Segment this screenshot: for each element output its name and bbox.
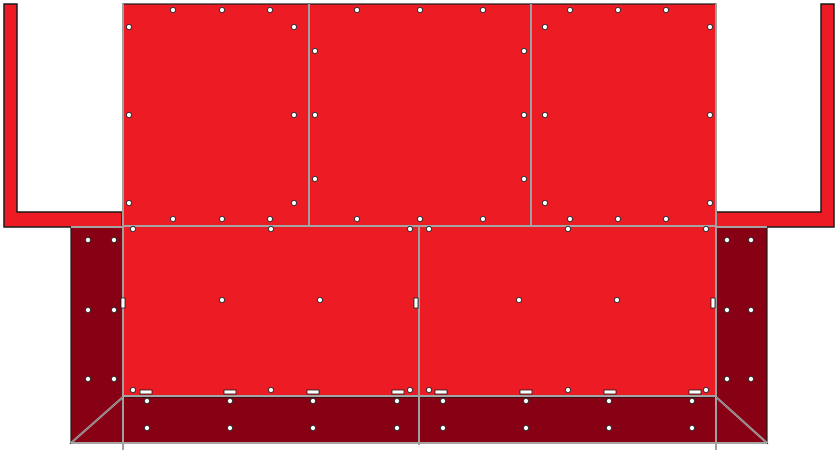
base-left-hole-6 [227, 425, 232, 430]
top-center-hole-11 [417, 216, 422, 221]
top-center-hole-10 [354, 216, 359, 221]
side-tab-3 [711, 298, 715, 308]
top-left-hole-1 [170, 7, 175, 12]
top-left-hole-12 [267, 216, 272, 221]
right-wall-hole-5 [724, 376, 729, 381]
edge-tab-4 [392, 390, 404, 394]
edge-tab-6 [520, 390, 532, 394]
top-center-hole-3 [480, 7, 485, 12]
base-left-hole-5 [144, 425, 149, 430]
left-wall-hole-6 [111, 376, 116, 381]
middle-left-hole-4 [219, 297, 224, 302]
middle-left-hole-7 [268, 387, 273, 392]
base-left-hole-2 [227, 398, 232, 403]
right-wall-hole-3 [724, 307, 729, 312]
middle-left-hole-3 [407, 226, 412, 231]
top-center-hole-6 [312, 112, 317, 117]
top-right-hole-12 [663, 216, 668, 221]
top-right-hole-10 [567, 216, 572, 221]
base-right-hole-5 [440, 425, 445, 430]
top-center-hole-7 [521, 112, 526, 117]
left-wall-hole-4 [111, 307, 116, 312]
top-left-hole-8 [126, 200, 131, 205]
left-wall-hole-3 [85, 307, 90, 312]
base-left-hole-3 [310, 398, 315, 403]
edge-tab-3 [307, 390, 319, 394]
top-panel-right [531, 4, 716, 226]
middle-panel-left [123, 226, 419, 396]
base-left-hole-4 [394, 398, 399, 403]
top-center-hole-2 [417, 7, 422, 12]
base-left-hole-1 [144, 398, 149, 403]
top-right-hole-11 [615, 216, 620, 221]
middle-right-hole-6 [426, 387, 431, 392]
middle-panel-right [419, 226, 716, 396]
top-center-hole-4 [312, 48, 317, 53]
top-right-hole-7 [707, 112, 712, 117]
base-right-hole-2 [523, 398, 528, 403]
base-right-hole-7 [606, 425, 611, 430]
top-left-hole-6 [126, 112, 131, 117]
top-right-hole-9 [707, 200, 712, 205]
edge-tab-7 [604, 390, 616, 394]
left-wall-hole-2 [111, 237, 116, 242]
top-right-hole-6 [542, 112, 547, 117]
top-panel-left [123, 4, 309, 226]
middle-right-hole-5 [614, 297, 619, 302]
middle-left-hole-5 [317, 297, 322, 302]
base-left-hole-7 [310, 425, 315, 430]
base-right-hole-4 [689, 398, 694, 403]
right-wall-hole-2 [748, 237, 753, 242]
top-center-hole-5 [521, 48, 526, 53]
middle-right-hole-1 [426, 226, 431, 231]
side-tab-2 [414, 298, 418, 308]
middle-left-hole-8 [407, 387, 412, 392]
left-side-flange [4, 4, 122, 227]
top-center-hole-9 [521, 176, 526, 181]
top-left-hole-2 [219, 7, 224, 12]
side-tab-1 [121, 298, 125, 308]
base-left-hole-8 [394, 425, 399, 430]
middle-right-hole-2 [565, 226, 570, 231]
right-side-flange [716, 4, 834, 227]
edge-tab-5 [435, 390, 447, 394]
top-center-hole-1 [354, 7, 359, 12]
top-right-hole-5 [707, 24, 712, 29]
top-right-hole-2 [615, 7, 620, 12]
top-right-hole-1 [567, 7, 572, 12]
edge-tab-1 [140, 390, 152, 394]
right-wall-hole-4 [748, 307, 753, 312]
top-right-hole-8 [542, 200, 547, 205]
middle-left-hole-6 [130, 387, 135, 392]
top-left-hole-9 [291, 200, 296, 205]
top-left-hole-11 [219, 216, 224, 221]
top-left-hole-10 [170, 216, 175, 221]
base-right-hole-6 [523, 425, 528, 430]
right-wall-hole-6 [748, 376, 753, 381]
middle-right-hole-3 [703, 226, 708, 231]
top-right-hole-4 [542, 24, 547, 29]
base-right-hole-3 [606, 398, 611, 403]
top-left-hole-3 [267, 7, 272, 12]
top-panel-center [309, 4, 531, 226]
middle-right-hole-4 [516, 297, 521, 302]
edge-tab-2 [224, 390, 236, 394]
top-right-hole-3 [663, 7, 668, 12]
middle-right-hole-7 [565, 387, 570, 392]
left-wall-hole-5 [85, 376, 90, 381]
top-left-hole-4 [126, 24, 131, 29]
top-center-hole-12 [480, 216, 485, 221]
top-left-hole-7 [291, 112, 296, 117]
right-wall-hole-1 [724, 237, 729, 242]
left-wall-hole-1 [85, 237, 90, 242]
middle-left-hole-2 [268, 226, 273, 231]
base-right-hole-8 [689, 425, 694, 430]
top-center-hole-8 [312, 176, 317, 181]
middle-right-hole-8 [703, 387, 708, 392]
top-left-hole-5 [291, 24, 296, 29]
edge-tab-8 [689, 390, 701, 394]
base-right-hole-1 [440, 398, 445, 403]
middle-left-hole-1 [130, 226, 135, 231]
